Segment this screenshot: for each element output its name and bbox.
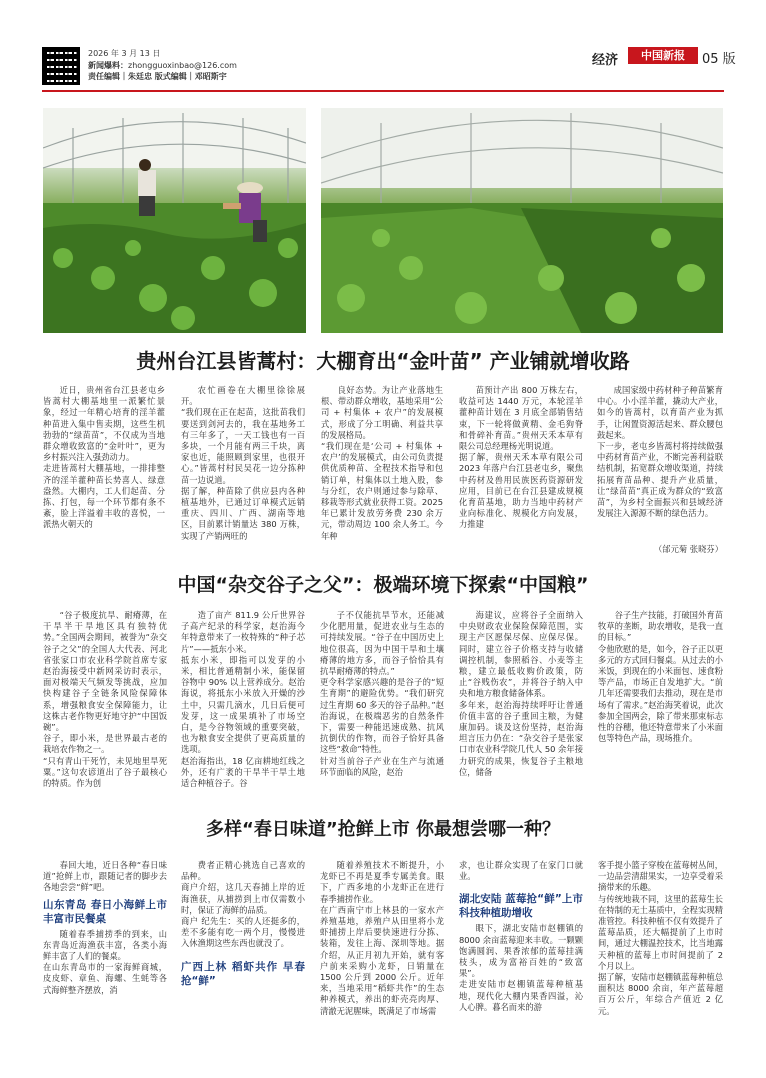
subhead-qingdao: 山东青岛 春日小海鲜上市 丰富市民餐桌 bbox=[43, 898, 167, 925]
greenhouse-photo-seedlings bbox=[321, 108, 723, 333]
article1-text: 农忙画卷在大棚里徐徐展开。 “我们现在正在起苗，这批苗我们要送到剑河去的，我在基地务工有三年多了，一天工钱也有一百多块，一个月能有两三千块，离家也近，能照顾到家里，也很开心。”皆蒿村村民吴花一边分拣种苗一边说道。 据了解，种苗除了供应县内各种植基地外，已通过订单模式远销重庆、四川、广西、湖南等地区，目前累计销量达 380 万株，实现了产销两旺的 bbox=[181, 385, 305, 541]
article2-col3 bbox=[320, 610, 444, 802]
editor-credits: 责任编辑｜朱廷忠 版式编辑｜邓昭斯宇 bbox=[88, 72, 227, 81]
article2-text: 海建议，应将谷子全面纳入中央财政农业保险保障范围，实现主产区愿保尽保、应保尽保。同时，建立谷子价格支持与收储调控机制，参照稻谷、小麦等主粮，建立最低收购价政策，防止“谷贱伤农”，并将谷子纳入中央和地方粮食储备体系。 多年来，赵治海持续呼吁让普通价值丰富的谷子重回主粮，为健康加码。谈及这份坚持，赵治海坦言压力仍在：“杂交谷子是张家口市农业科学院几代人 50 余年接力研究的成果，恢复谷子主粮地位，储备 bbox=[459, 610, 583, 777]
article1-col3 bbox=[321, 385, 443, 555]
article3-col4 bbox=[459, 860, 583, 1060]
news-tips bbox=[88, 60, 237, 71]
article3-text: 客手提小篮子穿梭在蓝莓树丛间，一边品尝清甜果实，一边享受着采摘带来的乐趣。 与传统地栽不同，这里的蓝莓生长在特制的无土基质中，全程实现精准管控。科技种植不仅有效提升了蓝莓品质，还大幅提前了上市时间，通过大棚温控技术，比当地露天种植的蓝莓上市时间提前了 2 个月以上。 据了解，安陆市赵棚镇蓝莓种植总面积达 8000 余亩，年产蓝莓超百万公斤，年综合产值近 2 亿元。 bbox=[598, 860, 723, 1016]
article3-text: 费者正精心挑选自己喜欢的品种。 商户介绍，这几天春捕上岸的近海渔获，从捕捞到上市仅需数小时，保证了海鲜的品质。 商户 纪先生：买的人还挺多的，差不多能有吃一两个月，慢慢进入休渔期这些东西也就没了。 bbox=[181, 860, 305, 949]
article3-text: 眼下，湖北安陆市赵棚镇的 8000 余亩蓝莓迎来丰收。一颗颗饱满圆润、果香浓郁的蓝莓挂满枝头，成为富裕百姓的“致富果”。 走进安陆市赵棚镇蓝莓种植基地，现代化大棚内果香四溢，沁人心脾。暮名而来的游 bbox=[459, 923, 583, 1012]
article3-intro: 春回大地，近日各种“春日味道”抢鲜上市，跟随记者的脚步去各地尝尝“鲜”吧。 bbox=[43, 860, 167, 893]
subhead-anlu: 湖北安陆 蓝莓抢“鲜”上市 科技种植助增收 bbox=[459, 893, 583, 920]
article3-col5 bbox=[598, 860, 723, 1060]
article1-byline: （邰元菊 张晓芬） bbox=[653, 544, 723, 554]
greenhouse-photo-workers bbox=[43, 108, 306, 333]
article1-col4 bbox=[459, 385, 583, 555]
article3-text: 求，也让群众实现了在家门口就业。 bbox=[459, 860, 583, 882]
article2-col1 bbox=[43, 610, 167, 802]
article3-col2 bbox=[181, 860, 305, 1060]
section-label: 经济 bbox=[592, 53, 619, 68]
article2-text: 子不仅能抗旱节水，还能减少化肥用量，促进农业与生态的可持续发展。“谷子在中国历史上地位很高，因为中国干旱和土壤瘠薄的地方多，而谷子恰恰具有抗旱耐瘠薄的特点。” 更令科学家感兴趣的是谷子的“短生育期”的避险优势。“我们研究过生育期 60 多天的谷子品种。”赵治海说，在极端恶劣的自然条件下，需要一种能迅速成熟、抗风抗倒伏的作物，而谷子恰好具备这些“救命”特性。 针对当前谷子产业在生产与流通环节面临的风险，赵治 bbox=[320, 610, 444, 777]
article3-col1 bbox=[43, 860, 167, 1060]
subhead-shanglin: 广西上林 稻虾共作 早春抢“鲜” bbox=[181, 960, 305, 987]
article3-text: 随着养殖技术不断提升，小龙虾已不再是夏季专属美食。眼下，广西多地的小龙虾正在进行春季捕捞作业。 在广西南宁市上林县的一家水产养殖基地，养殖户从田里将小龙虾捕捞上岸后要快速进行分拣、装箱，发往上海、深圳等地。据介绍，从正月初九开始，就有客户前来采购小龙虾，日销量在 1500 公斤到 2000 公斤。近年来，当地采用“稻虾共作”的生态种养模式，养出的虾壳亮肉厚、清澈无泥腥味，既满足了市场需 bbox=[320, 860, 444, 1016]
qr-code bbox=[42, 47, 80, 85]
article1-text: 良好态势。为让产业落地生根、带动群众增收，基地采用“公司 + 村集体 + 农户”的发展模式，形成了分工明确、利益共享的发展格局。 “我们现在是‘公司 + 村集体 + 农户’的发展模式，由公司负责提供优质种苗、全程技术指导和包销订单，村集体以土地入股，参与分红，农户则通过参与除草、移栽等形式就业获得工资。2025 年已累计发放劳务费 230 余万元，带动周边 100 余人务工。今年种 bbox=[321, 385, 443, 541]
newspaper-logo: 中国新报 bbox=[628, 47, 698, 64]
article2-headline: 中国“杂交谷子之父”：极端环境下探索“中国粮” bbox=[177, 574, 589, 596]
article3-headline: 多样“春日味道”抢鲜上市 你最想尝哪一种？ bbox=[206, 819, 560, 840]
header-rule bbox=[42, 90, 724, 92]
article2-col2 bbox=[181, 610, 305, 802]
article1-text: 近日，贵州省台江县老屯乡皆蒿村大棚基地里一派繁忙景象，经过一年精心培育的淫羊藿种苗进入集中售卖期，这些生机勃勃的“绿苗苗”，不仅成为当地群众增收致富的“金叶叶”，更为乡村振兴注入强劲动力。 走进皆蒿村大棚基地，一排排整齐的淫羊藿种苗长势喜人、绿意盎然。大棚内，工人们起苗、分拣、打包，每一个环节都有条不紊，脸上洋溢着丰收的喜悦，一派热火朝天的 bbox=[43, 385, 165, 530]
edition-number: 05 版 bbox=[702, 52, 736, 67]
article2-col5 bbox=[598, 610, 723, 802]
article2-text: 谷子生产技能，打破国外育苗牧草的垄断，助农增收，是我一直的目标。” 令他欣慰的是，如今，谷子正以更多元的方式回归餐桌。从过去的小米饭，到现在的小米面包、速食粉等产品，市场正自发地扩大。“前几年还需要我们去推动，现在是市场有了需求。”赵治海笑着说，此次参加全国两会，除了带来那束标志性的谷穗，他还特意带来了小米面包等特色产品，现场推介。 bbox=[598, 610, 723, 744]
news-tips-email: zhongguoxinbao@126.com bbox=[128, 61, 237, 70]
article1-col5 bbox=[597, 385, 723, 543]
article2-col4 bbox=[459, 610, 583, 802]
article2-text: 造了亩产 811.9 公斤世界谷子高产纪录的科学家，赵治海今年特意带来了一枚特殊的“种子芯片”——抵东小米。 抵东小米，即指可以发芽的小米，相比普通精制小米，能保留谷物中 90% 以上营养成分。赵治海说，将抵东小米放入开燥的沙土中，只需几滴水，几日后便可发芽，这一成果填补了市场空白，是今谷物领域的重要突破，也为粮食安全提供了更高质量的选项。 赵治海指出，18 亿亩耕地红线之外，还有广袤的干旱半干旱土地适合种植谷子。谷 bbox=[181, 610, 305, 789]
issue-date: 2026 年 3 月 13 日 bbox=[88, 49, 161, 58]
article1-col2 bbox=[181, 385, 305, 555]
article3-col3 bbox=[320, 860, 444, 1060]
article1-text: 成国家级中药材种子种苗繁育中心。小小淫羊藿，撬动大产业，如今的皆蒿村，以育苗产业为抓手，让闲置资源活起来、群众腰包鼓起来。 下一步，老屯乡皆蒿村将持续做强中药材育苗产业，不断完善利益联结机制，拓宽群众增收渠道，持续拓展育苗品种、提升产业质量，让“绿苗苗”真正成为群众的“致富苗”，为乡村全面振兴和县域经济发展注入源源不断的绿色活力。 bbox=[597, 385, 723, 519]
article1-text: 苗预计产出 800 万株左右，收益可达 1440 万元，本轮淫羊藿种苗计划在 3 月底全部销售结束，下一轮将做黄精、金毛狗脊和骨碎补育苗。”贵州天禾本草有限公司总经理杨光明说道。 据了解，贵州天禾本草有限公司 2023 年落户台江县老屯乡，聚焦中药材及兽用民族医药资源研发应用，目前已在台江县建成规模化育苗基地，助力当地中药材产业向标准化、规模化方向发展，力推建 bbox=[459, 385, 583, 530]
article2-text: “谷子极度抗旱、耐瘠薄，在干旱半干旱地区具有独特优势。”全国两会期间，被誉为“杂交谷子之父”的全国人大代表、河北省张家口市农业科学院首席专家赵治海接受中新网采访时表示，面对极端天气频发等挑战，应加快构建谷子全链条风险保障体系，增强粮食安全保障能力，让这株古老作物更好地守护“中国饭碗”。 谷子，即小米，是世界最古老的栽培农作物之一。 “只有青山干死竹，未见地里旱死粟。”这句农谚道出了谷子最核心的特质。作为创 bbox=[43, 610, 167, 789]
news-tips-label: 新闻爆料： bbox=[88, 61, 128, 70]
article3-text: 随着春季捕捞季的到来，山东青岛近海渔获丰富，各类小海鲜丰富了人们的餐桌。 在山东青岛市的一家海鲜商城，皮皮虾、章鱼、海螺、生蚝等各式海鲜整齐摆放，消 bbox=[43, 928, 167, 995]
article1-col1 bbox=[43, 385, 165, 555]
article1-headline: 贵州台江县皆蒿村：大棚育出“金叶苗” 产业铺就增收路 bbox=[136, 349, 630, 373]
